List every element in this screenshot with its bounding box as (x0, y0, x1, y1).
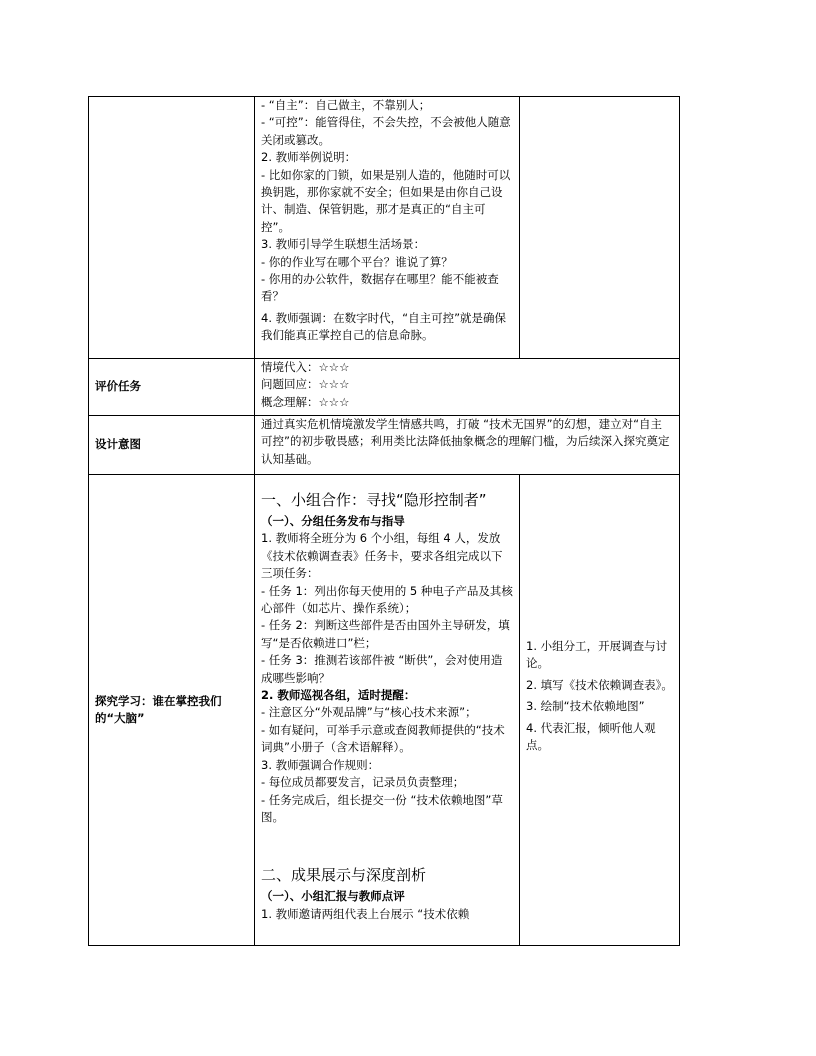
section1-line: - 任务 2：判断这些部件是否由国外主导研发，填写“是否依赖进口”栏； (261, 618, 510, 650)
section2-text (261, 906, 513, 923)
row1-label-cell (89, 97, 255, 359)
section1-line: - 任务 1：列出你每天使用的 5 种电子产品及其核心部件（如芯片、操作系统）； (261, 583, 513, 616)
evaluation-criteria (255, 359, 679, 411)
section1-line: - 任务完成后，组长提交一份 “技术依赖地图”草图。 (261, 792, 503, 824)
design-intent-content-cell (255, 416, 680, 475)
student-activity-item: 3. 绘制“技术依赖地图” (526, 699, 645, 714)
section1-line: - 如有疑问，可举手示意或查阅教师提供的“技术词典”小册子（含术语解释）。 (261, 722, 505, 755)
student-activities (520, 475, 679, 754)
inquiry-teacher-cell (255, 475, 520, 946)
lesson-plan-table (88, 96, 680, 946)
design-intent-label-cell (89, 416, 255, 475)
student-activity-item: 2. 填写《技术依赖调查表》。 (526, 677, 673, 692)
teacher-step-line: - 你用的办公软件，数据存在哪里？能不能被查看？ (261, 272, 499, 304)
design-intent-label: 设计意图 (95, 437, 141, 452)
section1-text (261, 530, 513, 826)
evaluation-criterion: 问题回应：☆☆☆ (261, 377, 350, 392)
evaluation-row (89, 359, 680, 416)
design-intent-row (89, 416, 680, 475)
section1-subtitle: （一）、分组任务发布与指导 (261, 514, 405, 528)
teaching-process-row (89, 97, 680, 359)
inquiry-label-cell (89, 475, 255, 946)
inquiry-student-cell (520, 475, 680, 946)
student-activity-item: 4. 代表汇报，倾听他人观点。 (526, 720, 656, 753)
section2-subtitle: （一）、小组汇报与教师点评 (261, 889, 405, 904)
design-intent-text: 通过真实危机情境激发学生情感共鸣，打破 “技术无国界”的幻想，建立对“自主可控”的初步敬畏感；利用类比法降低抽象概念的理解门槛，为后续深入探究奠定认知基础。 (261, 417, 670, 466)
section1-line: 3. 教师强调合作规则： (261, 757, 380, 772)
teacher-activity-cell (255, 97, 520, 359)
section1-line: - 任务 3：推测若该部件被 “断供”，会对使用造成哪些影响？ (261, 653, 503, 685)
teacher-step-line: 2. 教师举例说明： (261, 150, 357, 165)
evaluation-label-cell (89, 359, 255, 416)
evaluation-label: 评价任务 (95, 379, 141, 394)
teacher-step-line: - 比如你家的门锁，如果是别人造的，他随时可以换钥匙，那你家就不安全；但如果是由你自己设计、制造、保管钥匙，那才是真正的“自主可控”。 (261, 167, 511, 234)
inquiry-row (89, 475, 680, 946)
teacher-step-line: - 你的作业写在哪个平台？谁说了算？ (261, 254, 453, 269)
section2-title: 二、成果展示与深度剖析 (261, 866, 427, 885)
teacher-step-line: 3. 教师引导学生联想生活场景： (261, 237, 426, 252)
section1-line: - 注意区分“外观品牌”与“核心技术来源”； (261, 705, 477, 720)
teacher-step-line: - “可控”：能管得住，不会失控，不会被他人随意关闭或篡改。 (261, 115, 511, 147)
section1-line: 1. 教师将全班分为 6 个小组，每组 4 人，发放《技术依赖调查表》任务卡，要求各组完成以下三项任务： (261, 531, 503, 581)
evaluation-criterion: 情境代入：☆☆☆ (261, 360, 350, 374)
teacher-step-line: - “自主”：自己做主，不靠别人； (261, 98, 431, 112)
section1-line: 2. 教师巡视各组，适时提醒： (261, 688, 416, 703)
section2-line: 1. 教师邀请两组代表上台展示 “技术依赖 (261, 906, 470, 921)
inquiry-label: 探究学习：谁在掌控我们的“大脑” (95, 693, 222, 725)
student-activity-item: 1. 小组分工，开展调查与讨论。 (526, 639, 668, 671)
teacher-activity-text (255, 97, 519, 345)
student-activity-cell (520, 97, 680, 359)
evaluation-criterion: 概念理解：☆☆☆ (261, 394, 350, 409)
teacher-step-line: 4. 教师强调：在数字时代，“自主可控”就是确保我们能真正掌控自己的信息命脉。 (261, 310, 507, 343)
evaluation-content-cell (255, 359, 680, 416)
section1-title: 一、小组合作：寻找“隐形控制者” (261, 491, 487, 509)
section1-line: - 每位成员都要发言，记录员负责整理； (261, 775, 465, 790)
